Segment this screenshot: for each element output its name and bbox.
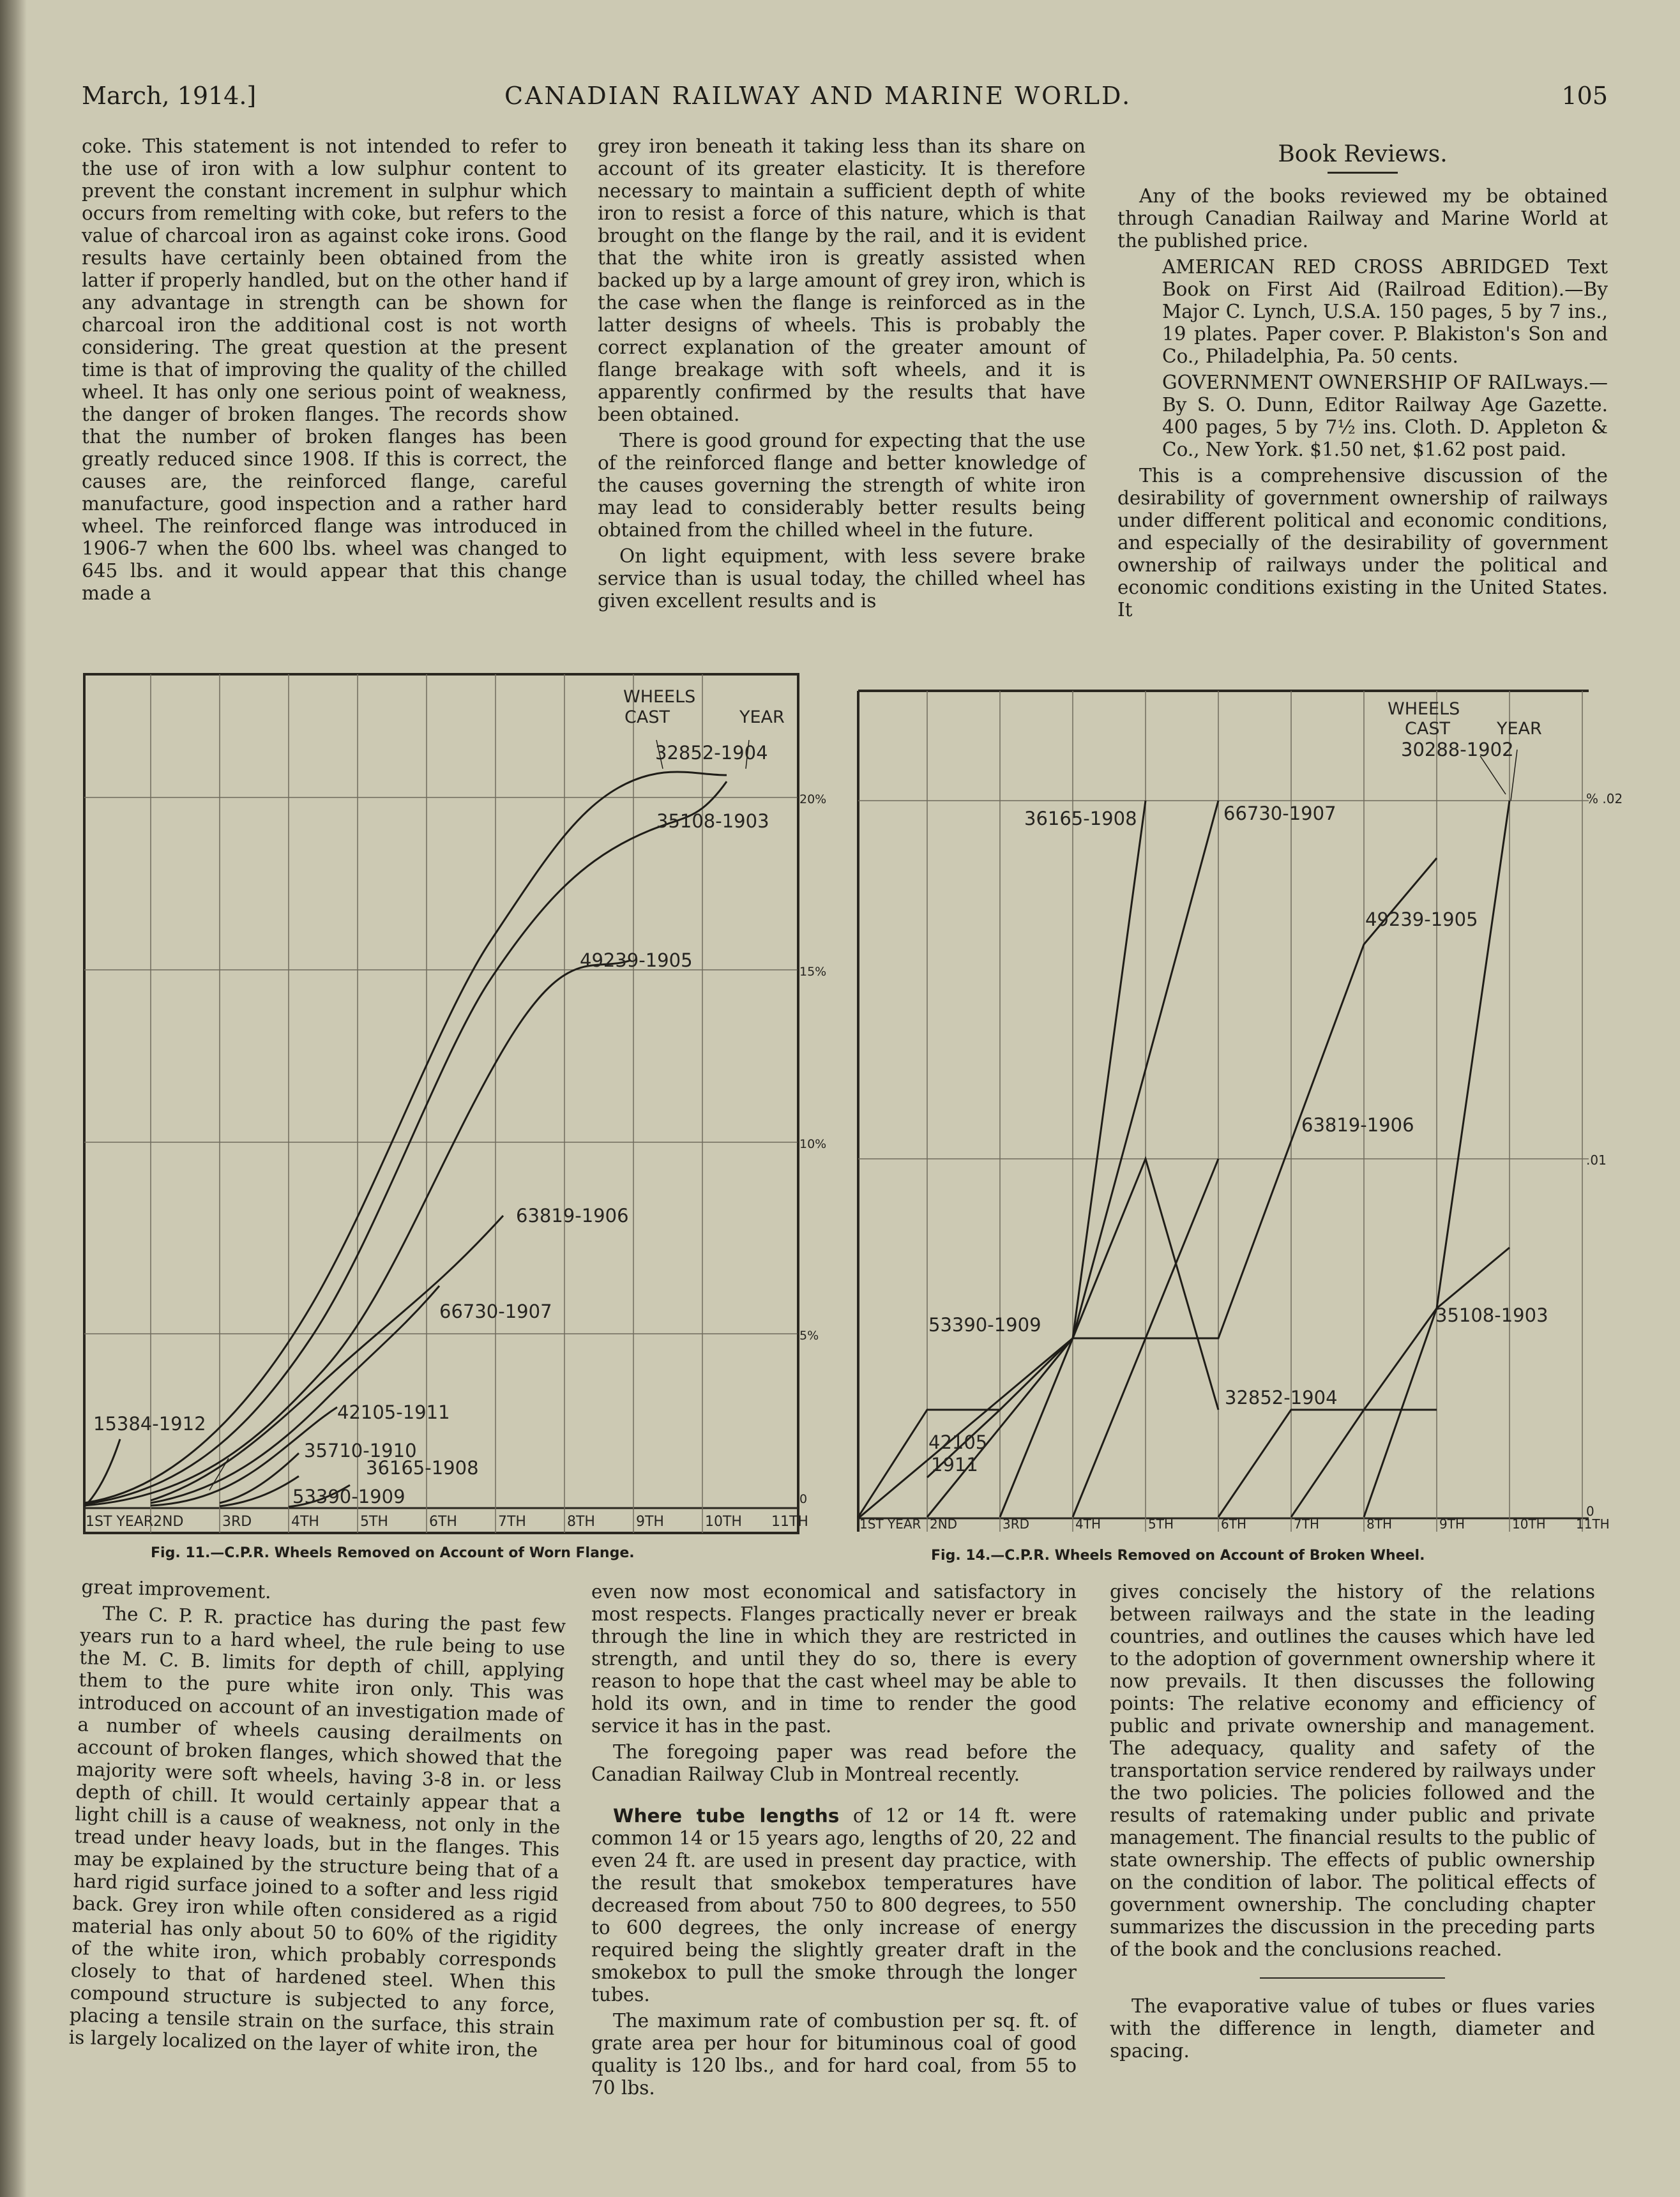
series-label: 30288-1902 (1401, 739, 1514, 760)
paragraph: gives concisely the history of the relations between railways and the state in the leading countries, and outlines the causes which have led to the adoption of government ownership where it now prevails. It then discusses the following points: The relative economy and efficiency of public and private ownership and management. The adequacy, quality and safety of the transportation service rendered by railways under the two policies. The policies followed and the results of ratemaking under public and private management. The financial results to the public of state ownership. The effects of public ownership on the condition of labor. The political effects of government ownership. The concluding chapter summarizes the discussion in the preceding parts of the book and the conclusions reached. (1110, 1581, 1595, 1960)
x-tick-label: 1ST YEAR (859, 1516, 921, 1532)
header-year: YEAR (1497, 719, 1542, 739)
paragraph: The foregoing paper was read before the Canadian Railway Club in Montreal recently. (591, 1741, 1077, 1785)
paragraph-body: of 12 or 14 ft. were common 14 or 15 years ago, lengths of 20, 22 and even 24 ft. are used in present day practice, with the result that smokebox temperatures have decreased from about 750 to 800 degrees, to 550 to 600 degrees, the only increase of energy required being the slightly greater draft in the smokebox to pull the smoke through the longer tubes. (591, 1805, 1077, 2005)
running-header (82, 82, 1608, 120)
x-tick-label: 2ND (153, 1514, 184, 1530)
x-tick-label: 6TH (429, 1514, 457, 1530)
series-label: 42105 (928, 1431, 988, 1453)
x-tick-label: 9TH (1439, 1516, 1465, 1532)
binding-gutter (0, 0, 27, 2197)
publication-title: CANADIAN RAILWAY AND MARINE WORLD. (504, 82, 1132, 110)
paragraph: There is good ground for expecting that the use of the reinforced flange and better knowledge of the causes governing the strength of white iron may lead to considerably better results being obtained from the chilled wheel in the future. (598, 430, 1086, 541)
x-tick-label: 1ST YEAR (86, 1514, 154, 1530)
paragraph: great improvement. (81, 1576, 272, 1603)
series-label: 32852-1904 (655, 742, 768, 764)
book-entry: AMERICAN RED CROSS ABRIDGED Text Book on First Aid (Railroad Edition).—By Major C. Lynch, U.S.A. 150 pages, 5 by 7 ins., 19 plates. Paper cover. P. Blakiston's Son and Co., Philadelphia, Pa. 50 cents. (1162, 256, 1608, 367)
x-tick-label: 6TH (1221, 1516, 1246, 1532)
x-tick-label: 7TH (1294, 1516, 1319, 1532)
series-label: 53390-1909 (928, 1314, 1041, 1336)
series-label: 42105-1911 (337, 1401, 450, 1423)
chart-curves (84, 772, 727, 1507)
worn-flange-chart (82, 673, 827, 1538)
reviews-intro: Any of the books reviewed my be obtained through Canadian Railway and Marine World at the published price. (1117, 185, 1608, 252)
series-label: 63819-1906 (1301, 1114, 1414, 1136)
pct-tick-label: .01 (1586, 1152, 1607, 1168)
paragraph: The maximum rate of combustion per sq. ft. of grate area per hour for bituminous coal of good quality is 120 lbs., and for hard coal, from 55 to 70 lbs. (591, 2010, 1077, 2099)
paragraph: grey iron beneath it taking less than its share on account of its greater elasticity. It is therefore necessary to maintain a sufficient depth of white iron to resist a force of this nature, which is that brought on the flange by the rail, and it is evident that the white iron is greatly assisted when backed up by a large amount of grey iron, which is the case when the flange is reinforced as in the latter designs of wheels. This is probably the correct explanation of the greater amount of flange breakage with soft wheels, and it is apparently confirmed by the results that have been obtained. (598, 135, 1086, 425)
figure-14-caption: Fig. 14.—C.P.R. Wheels Removed on Account of Broken Wheel. (931, 1548, 1425, 1564)
series-label: 66730-1907 (439, 1301, 552, 1322)
pct-tick-label: 10% (799, 1137, 827, 1151)
x-tick-label: 3RD (222, 1514, 252, 1530)
lead-in: Where tube lengths (613, 1805, 840, 1827)
x-tick-label: 3RD (1003, 1516, 1030, 1532)
paragraph: The C. P. R. practice has during the past few years run to a hard wheel, the rule being to use the M. C. B. limits for depth of chill, applying them to the pure white iron only. This was introduced on account of an investigation made of a number of wheels causing derailments on account of broken flanges, which showed that the majority were soft wheels, having 3-8 in. or less depth of chill. It would certainly appear that a light chill is a cause of weakness, not only in the tread under heavy loads, but in the flanges. This may be explained by the structure being that of a hard rigid surface joined to a softer and less rigid back. Grey iron while often considered as a rigid material has only about 50 to 60% of the rigidity of the white iron, which probably corresponds closely to that of hardened steel. When this compound structure is subjected to any force, placing a tensile strain on the surface, this strain is largely localized on the layer of white iron, the (68, 1602, 566, 2062)
book-entry: GOVERNMENT OWNERSHIP OF RAILways.—By S. O. Dunn, Editor Railway Age Gazette. 400 pages, 5 by 7½ ins. Cloth. D. Appleton & Co., New York. $1.50 net, $1.62 post paid. (1162, 372, 1608, 460)
x-tick-label: 11TH (1576, 1516, 1610, 1532)
header-cast: CAST (624, 707, 670, 727)
series-label: 49239-1905 (1365, 909, 1478, 930)
column-2-top (598, 135, 1086, 616)
header-year: YEAR (739, 707, 785, 727)
x-tick-label: 10TH (1512, 1516, 1546, 1532)
x-tick-label: 10TH (705, 1514, 742, 1530)
curve-36165-1908 (220, 1476, 299, 1506)
paragraph: This is a comprehensive discussion of the desirability of government ownership of railways under different political and economic conditions, and especially of the desirability of government ownership of railways under the political and economic conditions existing in the United States. It (1117, 465, 1608, 621)
series-label: 32852-1904 (1225, 1387, 1338, 1408)
series-label: 36165-1908 (366, 1457, 479, 1479)
pct-tick-label: 5% (799, 1329, 819, 1343)
pct-tick-label: 20% (799, 792, 827, 806)
x-tick-label: 8TH (1366, 1516, 1392, 1532)
pct-tick-label: 0 (1586, 1504, 1594, 1519)
x-tick-label: 9TH (636, 1514, 664, 1530)
x-tick-label: 4TH (291, 1514, 319, 1530)
series-label: 63819-1906 (516, 1205, 629, 1227)
issue-date: March, 1914.] (82, 82, 257, 110)
curve-35108-1903 (84, 781, 727, 1504)
pct-tick-label: 0 (799, 1492, 808, 1506)
column-1-top (82, 135, 567, 608)
heading-rule (1328, 172, 1398, 174)
header-wheels: WHEELS (1388, 699, 1460, 719)
section-rule (1260, 1977, 1445, 1979)
figure-11-caption: Fig. 11.—C.P.R. Wheels Removed on Account of Worn Flange. (151, 1545, 635, 1561)
curve-35710-1910 (220, 1453, 299, 1503)
curve-32852-1904 (84, 772, 727, 1503)
x-tick-label: 5TH (360, 1514, 388, 1530)
header-cast: CAST (1405, 719, 1450, 739)
tube-lengths-paragraph (591, 1805, 1077, 2006)
leader-lines (209, 740, 749, 1490)
page-number: 105 (1561, 82, 1608, 110)
paragraph: coke. This statement is not intended to refer to the use of iron with a low sulphur content to prevent the constant increment in sulphur which occurs from remelting with coke, but refers to the value of charcoal iron as against coke irons. Good results have certainly been obtained from the latter if properly handled, but on the other hand if any advantage in strength can be shown for charcoal iron the additional cost is not worth considering. The great question at the present time is that of improving the quality of the chilled wheel. It has only one serious point of weakness, the danger of broken flanges. The records show that the number of broken flanges has been greatly reduced since 1908. If this is correct, the causes are, the reinforced flange, careful manufacture, good inspection and a rather hard wheel. The reinforced flange was introduced in 1906-7 when the 600 lbs. wheel was changed to 645 lbs. and it would appear that this change made a (82, 135, 567, 604)
pct-tick-label: 15% (799, 965, 827, 979)
series-label: 35710-1910 (304, 1440, 417, 1461)
x-tick-label: 4TH (1075, 1516, 1101, 1532)
column-3-bottom (1110, 1581, 1595, 2066)
series-label: 15384-1912 (93, 1413, 206, 1435)
x-tick-label: 8TH (567, 1514, 595, 1530)
series-label: 66730-1907 (1223, 803, 1336, 824)
series-label: 36165-1908 (1024, 808, 1137, 829)
series-label: 53390-1909 (292, 1486, 405, 1507)
column-1-bottom (68, 1576, 567, 2066)
x-tick-label: 7TH (498, 1514, 526, 1530)
x-tick-label: 11TH (771, 1514, 808, 1530)
pct-tick-label: % .02 (1586, 791, 1623, 806)
figure-14 (854, 686, 1623, 1538)
paragraph: The evaporative value of tubes or flues varies with the difference in length, diameter and spacing. (1110, 1995, 1595, 2062)
series-label: 35108-1903 (656, 810, 769, 832)
series-label: 35108-1903 (1435, 1304, 1548, 1326)
book-reviews-heading: Book Reviews. (1278, 141, 1448, 167)
series-label: 1911 (931, 1454, 978, 1476)
column-3-top (1117, 135, 1608, 625)
figure-11 (82, 673, 827, 1538)
series-label: 49239-1905 (580, 949, 693, 971)
paragraph: even now most economical and satisfactory in most respects. Flanges practically never er break through the line in which they are restricted in strength, and until they do so, there is every reason to hope that the cast wheel may be able to hold its own, and in time to render the good service it has in the past. (591, 1581, 1077, 1737)
header-wheels: WHEELS (623, 687, 696, 707)
paragraph: On light equipment, with less severe brake service than is usual today, the chilled wheel has given excellent results and is (598, 545, 1086, 612)
x-tick-label: 5TH (1148, 1516, 1174, 1532)
x-tick-label: 2ND (930, 1516, 958, 1532)
column-2-bottom (591, 1581, 1077, 2103)
broken-wheel-chart (854, 686, 1623, 1538)
